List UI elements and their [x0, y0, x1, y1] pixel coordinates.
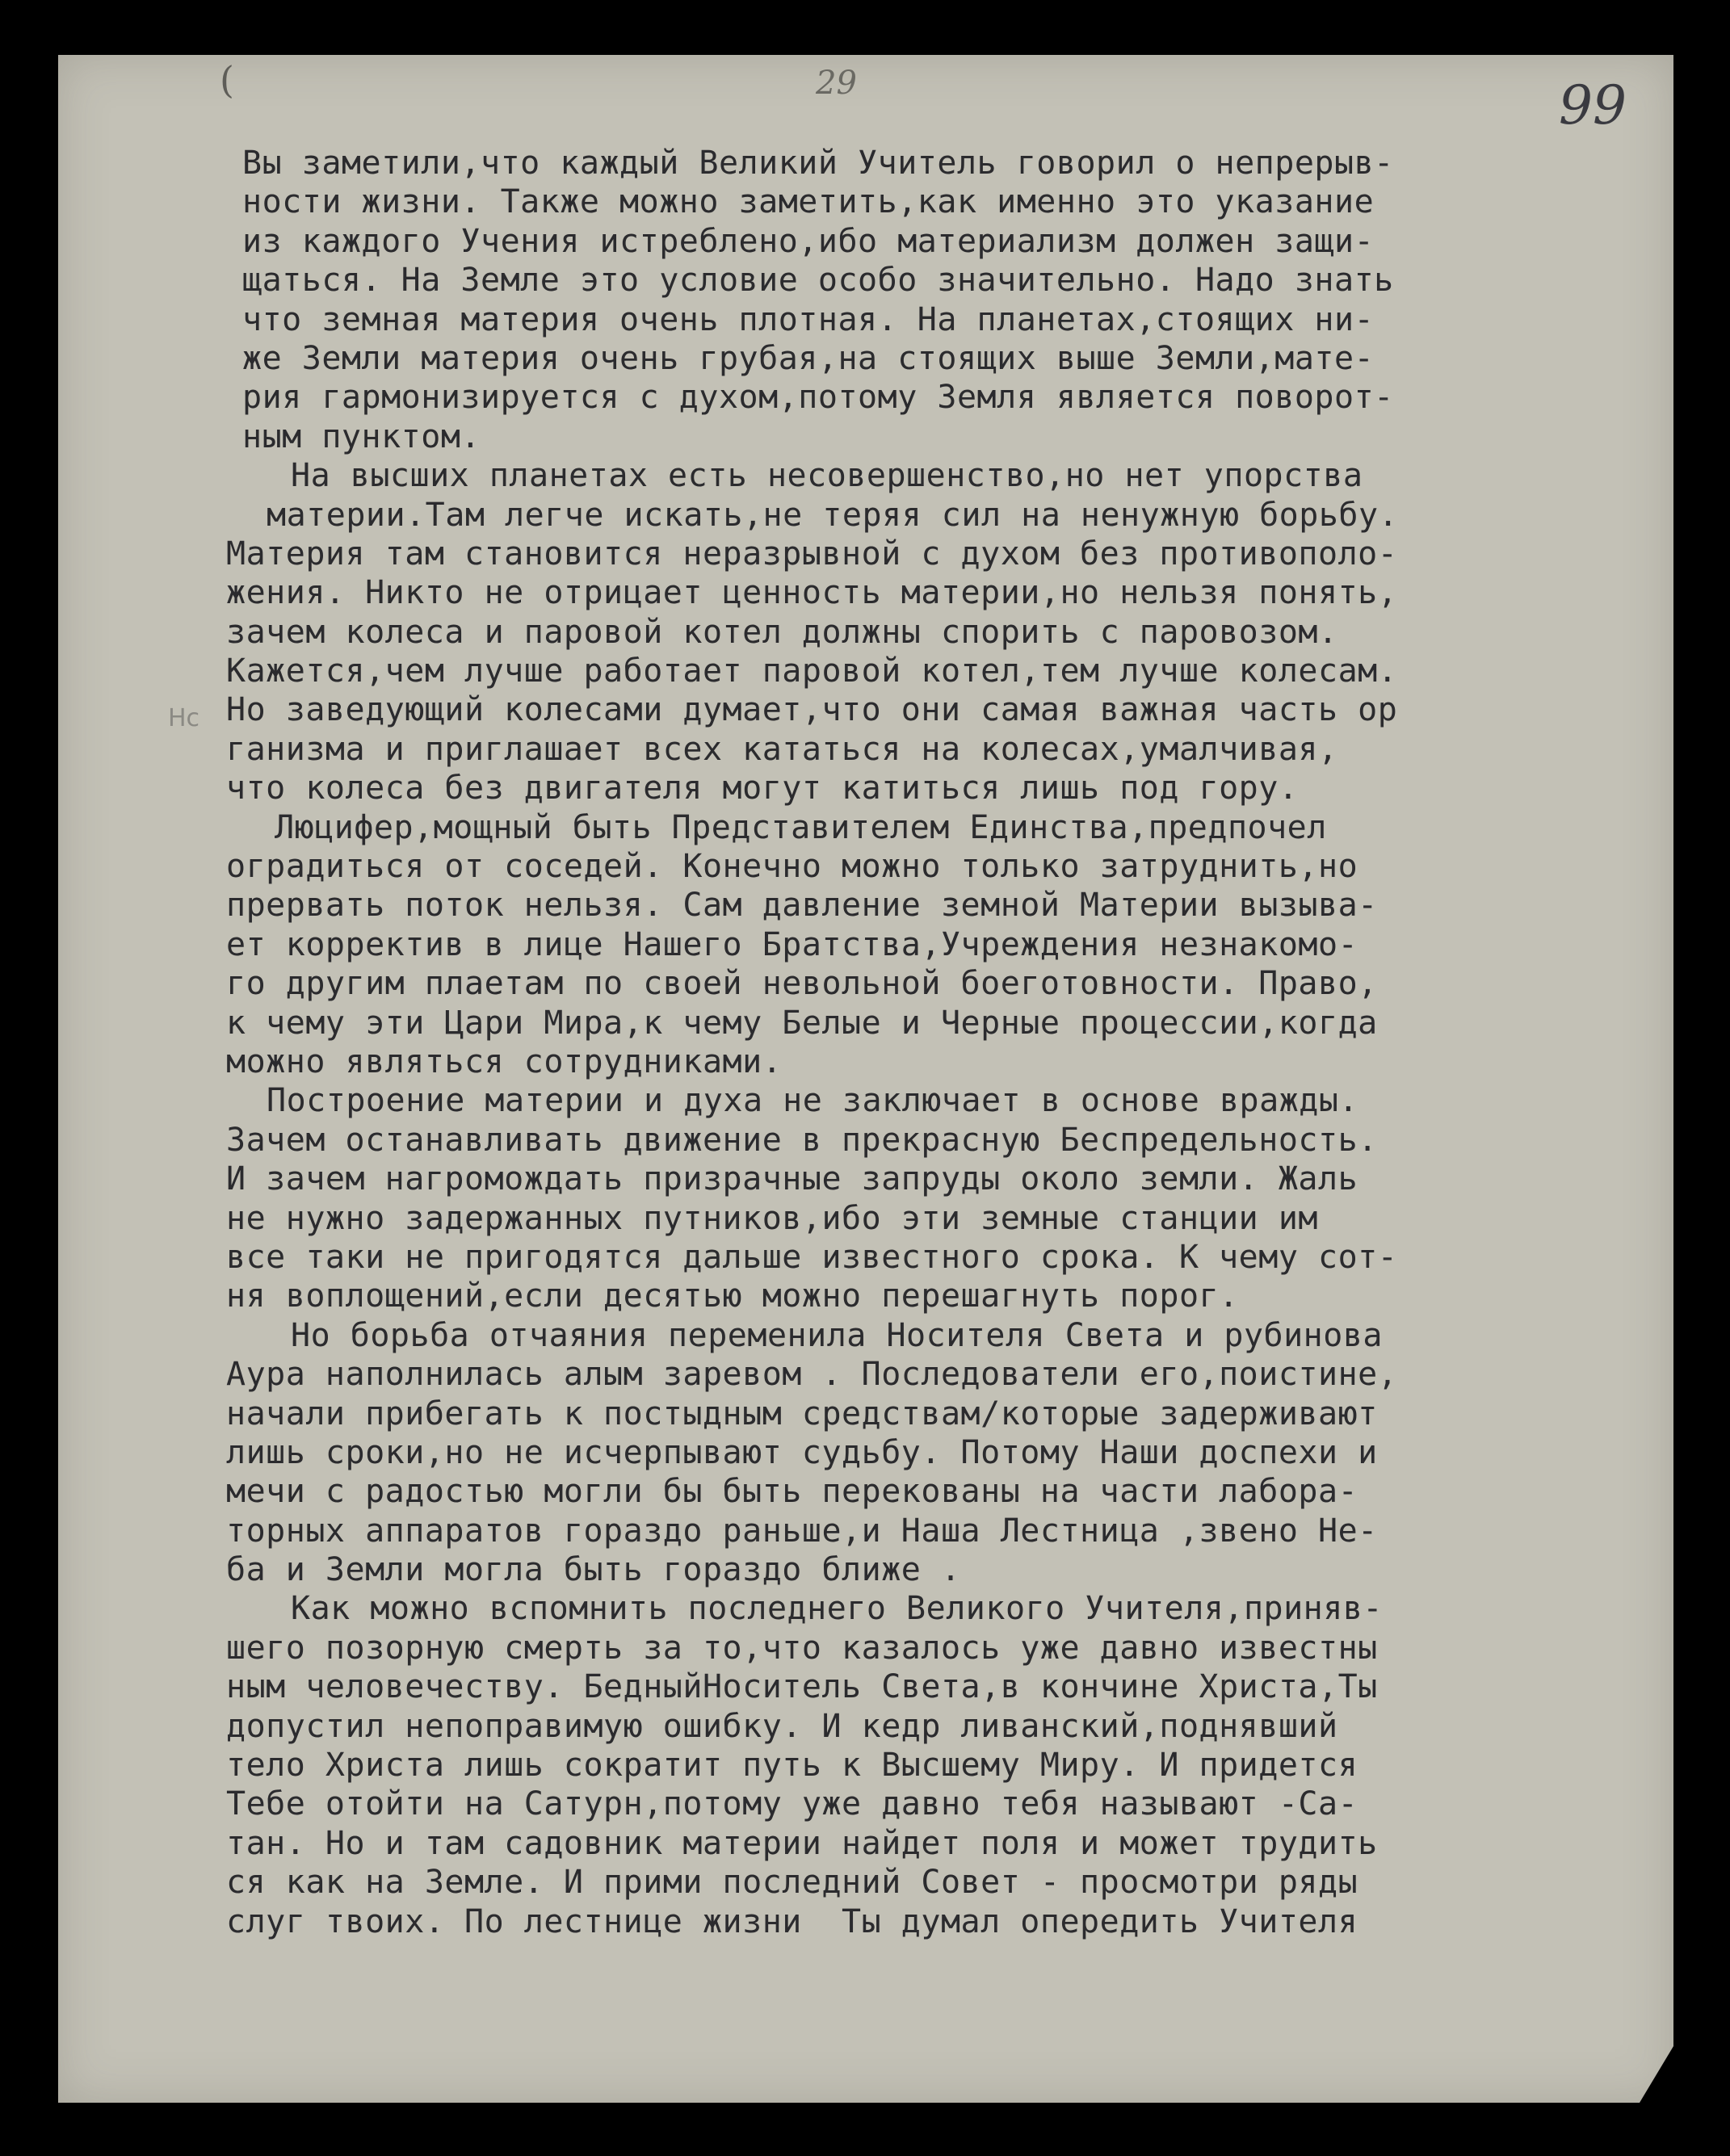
torn-corner	[1640, 2046, 1673, 2103]
text-line: лишь сроки,но не исчерпывают судьбу. Потому Наши доспехи и	[226, 1433, 1378, 1471]
text-line: что колеса без двигателя могут катиться лишь под гору.	[226, 770, 1299, 807]
text-line: ности жизни. Также можно заметить,как именно это указание	[242, 183, 1375, 221]
text-line: ным человечеству. БедныйНоситель Света,в кончине Христа,Ты	[226, 1668, 1378, 1706]
text-line: допустил непоправимую ошибку. И кедр ливанский,поднявший	[226, 1707, 1338, 1745]
margin-note: Нс	[168, 704, 200, 732]
text-line: зачем колеса и паровой котел должны спорить с паровозом.	[226, 613, 1338, 651]
text-line: ным пунктом.	[242, 417, 481, 455]
text-line: И зачем нагромождать призрачные запруды около земли. Жаль	[226, 1160, 1358, 1198]
text-line: Как можно вспомнить последнего Великого Учителя,приняв-	[291, 1590, 1384, 1628]
text-line: Тебе отойти на Сатурн,потому уже давно тебя называют -Са-	[226, 1785, 1358, 1823]
text-line: торных аппаратов гораздо раньше,и Наша Лестница ,звено Не-	[226, 1512, 1378, 1550]
text-line: ба и Земли могла быть гораздо ближе .	[226, 1551, 961, 1589]
text-line: можно являться сотрудниками.	[226, 1042, 783, 1080]
text-line: все таки не пригодятся дальше известного срока. К чему сот-	[226, 1238, 1398, 1276]
text-line: мечи с радостью могли бы быть перекованы на части лабора-	[226, 1473, 1358, 1511]
text-line: Зачем останавливать движение в прекрасную Беспредельность.	[226, 1121, 1378, 1159]
text-line: ганизма и приглашает всех кататься на колесах,умалчивая,	[226, 730, 1338, 768]
page-number: 99	[1559, 74, 1627, 136]
text-line: слуг твоих. По лестнице жизни Ты думал опередить Учителя	[226, 1902, 1358, 1940]
text-line: Аура наполнилась алым заревом . Последователи его,поистине,	[226, 1356, 1398, 1394]
text-line: ся как на Земле. И прими последний Совет - просмотри ряды	[226, 1864, 1358, 1902]
text-line: прервать поток нельзя. Сам давление земной Материи вызыва-	[226, 887, 1378, 925]
text-line: из каждого Учения истреблено,ибо материализм должен защи-	[242, 222, 1375, 260]
text-line: Кажется,чем лучше работает паровой котел,тем лучше колесам.	[226, 652, 1398, 690]
text-line: тан. Но и там садовник материи найдет поля и может трудить	[226, 1824, 1378, 1862]
text-line: же Земли материя очень грубая,на стоящих выше Земли,мате-	[242, 339, 1375, 377]
pencil-mark: (	[220, 58, 234, 102]
text-line: Но заведующий колесами думает,что они самая важная часть ор	[226, 691, 1398, 729]
pencil-folio-number: 29	[816, 65, 857, 102]
text-line: ня воплощений,если десятью можно перешагнуть порог.	[226, 1277, 1239, 1315]
text-line: Но борьба отчаяния переменила Носителя Света и рубинова	[291, 1316, 1384, 1354]
text-line: Люцифер,мощный быть Представителем Единства,предпочел	[275, 808, 1327, 846]
text-line: материи.Там легче искать,не теряя сил на ненужную борьбу.	[267, 496, 1399, 534]
text-line: Материя там становится неразрывной с духом без противополо-	[226, 535, 1398, 573]
text-line: Вы заметили,что каждый Великий Учитель говорил о непрерыв-	[242, 145, 1394, 182]
text-line: жения. Никто не отрицает ценность материи,но нельзя понять,	[226, 574, 1398, 612]
text-line: Построение материи и духа не заключает в основе вражды.	[267, 1082, 1359, 1120]
text-line: го другим плаетам по своей невольной боеготовности. Право,	[226, 965, 1378, 1003]
text-line: что земная материя очень плотная. На планетах,стоящих ни-	[242, 300, 1375, 338]
text-line: не нужно задержанных путников,ибо эти земные станции им	[226, 1199, 1319, 1237]
text-line: начали прибегать к постыдным средствам/которые задерживают	[226, 1395, 1378, 1432]
text-line: к чему эти Цари Мира,к чему Белые и Черные процессии,когда	[226, 1004, 1378, 1042]
text-line: щаться. На Земле это условие особо значительно. Надо знать	[242, 262, 1394, 300]
text-line: рия гармонизируется с духом,потому Земля является поворот-	[242, 379, 1394, 417]
text-line: На высших планетах есть несовершенство,но нет упорства	[291, 457, 1363, 495]
typewritten-text	[226, 144, 1680, 1941]
text-line: шего позорную смерть за то,что казалось уже давно известны	[226, 1629, 1378, 1667]
text-line: оградиться от соседей. Конечно можно только затруднить,но	[226, 848, 1358, 886]
text-line: ет корректив в лице Нашего Братства,Учреждения незнакомо-	[226, 925, 1358, 963]
text-line: тело Христа лишь сократит путь к Высшему Миру. И придется	[226, 1747, 1358, 1785]
